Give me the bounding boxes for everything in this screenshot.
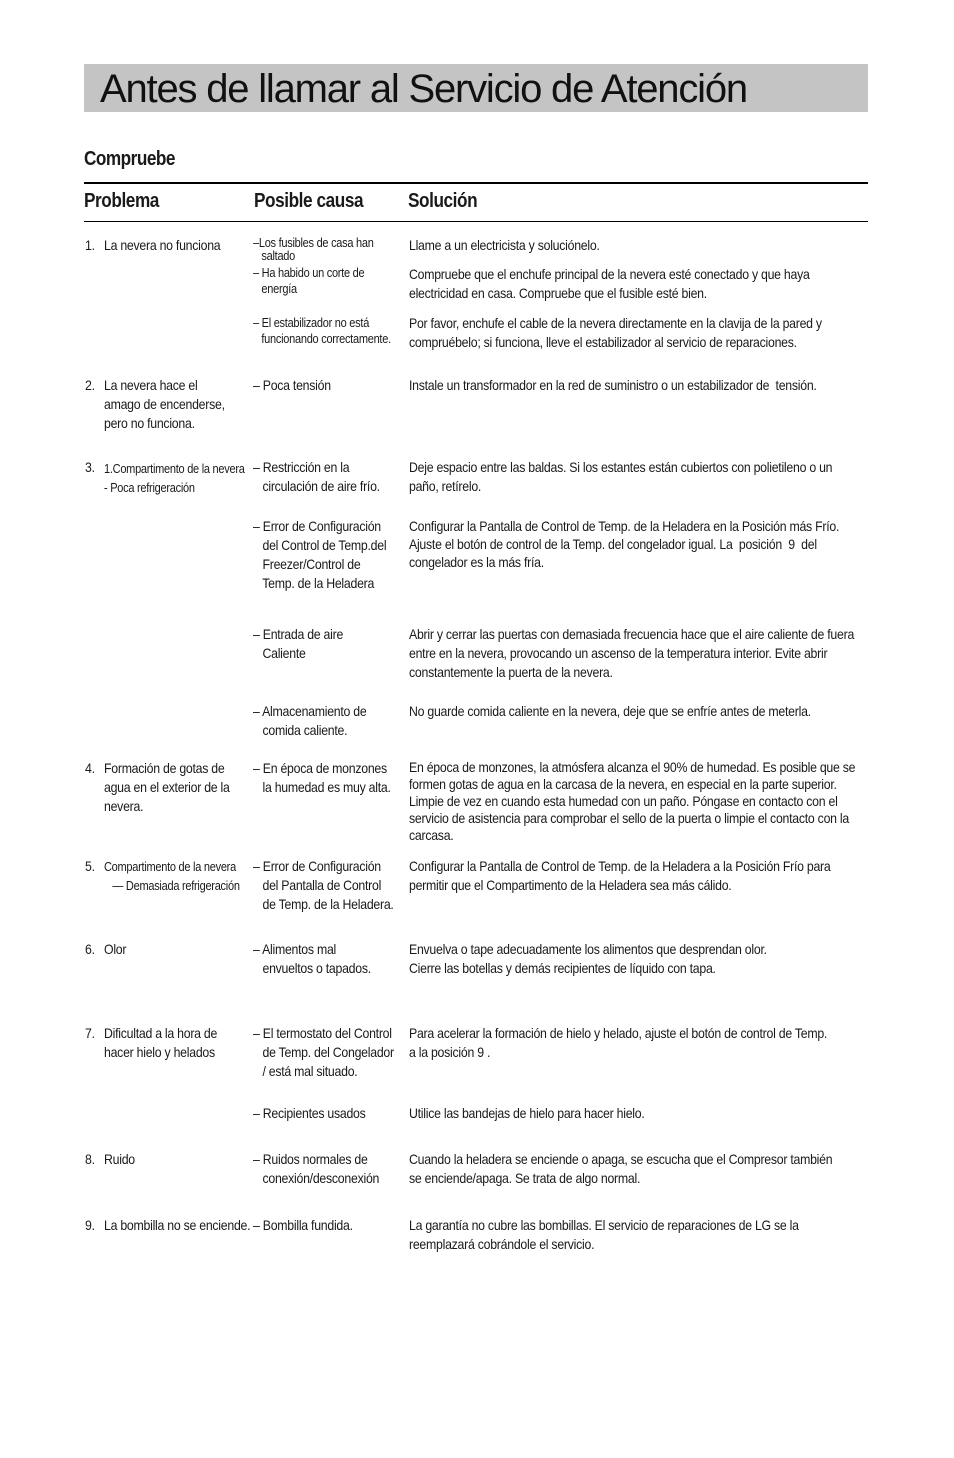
cause-text: – Ruidos normales de conexión/desconexión (253, 1151, 380, 1186)
column-header-problem: Problema (84, 190, 159, 212)
problem-text: La nevera no funciona (104, 237, 221, 253)
problem-text: Olor (104, 941, 127, 957)
row-number: 3. (85, 459, 95, 475)
row-number: 8. (85, 1151, 95, 1167)
solution-text: Deje espacio entre las baldas. Si los estantes están cubiertos con polietileno o un paño, retírelo. (409, 459, 833, 494)
row-number: 6. (85, 941, 95, 957)
problem-text: Compartimento de la nevera — Demasiada refrigeración (104, 860, 240, 893)
problem-text: Formación de gotas de agua en el exterior de la nevera. (104, 760, 230, 814)
row-number: 2. (85, 377, 95, 393)
solution-text: Configurar la Pantalla de Control de Temp. de la Heladera en la Posición más Frío. Ajuste el botón de control de la Temp. del congelador igual. La posición 9 del congelador es la más fría. (409, 518, 840, 570)
column-header-solution: Solución (408, 190, 478, 212)
cause-text: –Los fusibles de casa han saltado (253, 236, 374, 263)
page-title: Antes de llamar al Servicio de Atención (100, 67, 747, 111)
cause-text: – El estabilizador no está funcionando correctamente. (253, 316, 391, 346)
row-number: 9. (85, 1217, 95, 1233)
row-number: 1. (85, 237, 95, 253)
table-header-rule (84, 221, 868, 222)
solution-text: Cuando la heladera se enciende o apaga, se escucha que el Compresor también se enciende/apaga. Se trata de algo normal. (409, 1151, 833, 1186)
solution-text: Llame a un electricista y soluciónelo. (409, 237, 600, 253)
column-header-cause: Posible causa (254, 190, 364, 212)
cause-text: – El termostato del Control de Temp. del Congelador / está mal situado. (253, 1025, 394, 1079)
table-top-rule (84, 182, 868, 184)
row-number: 7. (85, 1025, 95, 1041)
solution-text: Instale un transformador en la red de suministro o un estabilizador de tensión. (409, 377, 817, 393)
solution-text: Compruebe que el enchufe principal de la nevera esté conectado y que haya electricidad en casa. Compruebe que el fusible esté bien. (409, 266, 810, 301)
solution-text: Configurar la Pantalla de Control de Temp. de la Heladera a la Posición Frío para permitir que el Compartimento de la Heladera sea más cálido. (409, 858, 831, 893)
row-number: 5. (85, 858, 95, 874)
cause-text: – Error de Configuración del Pantalla de Control de Temp. de la Heladera. (253, 858, 394, 912)
cause-text: – En época de monzones la humedad es muy alta. (253, 760, 391, 795)
cause-text: – Ha habido un corte de energía (253, 266, 365, 296)
cause-text: – Restricción en la circulación de aire frío. (253, 459, 380, 494)
cause-text: – Recipientes usados (253, 1105, 366, 1121)
solution-text: En época de monzones, la atmósfera alcanza el 90% de humedad. Es posible que se formen gotas de agua en la carcasa de la nevera, en especial en la parte superior. Limpie de vez en cuando esta humedad con un paño. Póngase en contacto con el servicio de asistencia para comprobar el sello de la puerta o limpie el contacto con la carcasa. (409, 759, 856, 843)
cause-text: – Error de Configuración del Control de Temp.del Freezer/Control de Temp. de la Heladera (253, 518, 387, 591)
problem-text: 1.Compartimento de la nevera - Poca refrigeración (104, 462, 245, 495)
solution-text: No guarde comida caliente en la nevera, deje que se enfríe antes de meterla. (409, 703, 811, 719)
solution-text: Por favor, enchufe el cable de la nevera directamente en la clavija de la pared y compruébelo; si funciona, lleve el estabilizador al servicio de reparaciones. (409, 315, 822, 350)
cause-text: – Bombilla fundida. (253, 1217, 353, 1233)
solution-text: Utilice las bandejas de hielo para hacer hielo. (409, 1105, 645, 1121)
section-heading: Compruebe (84, 148, 175, 170)
solution-text: Abrir y cerrar las puertas con demasiada frecuencia hace que el aire caliente de fuera entre en la nevera, provocando un ascenso de la temperatura interior. Evite abrir constantemente la puerta de la nevera. (409, 626, 855, 680)
problem-text: La bombilla no se enciende. (104, 1217, 251, 1233)
cause-text: – Entrada de aire Caliente (253, 626, 344, 661)
problem-text: Ruido (104, 1151, 135, 1167)
problem-text: Dificultad a la hora de hacer hielo y helados (104, 1025, 218, 1060)
cause-text: – Almacenamiento de comida caliente. (253, 703, 367, 738)
cause-text: – Alimentos mal envueltos o tapados. (253, 941, 371, 976)
problem-text: La nevera hace el amago de encenderse, pero no funciona. (104, 377, 225, 431)
solution-text: Para acelerar la formación de hielo y helado, ajuste el botón de control de Temp. a la posición 9 . (409, 1025, 828, 1060)
title-bar (84, 64, 868, 112)
solution-text: La garantía no cubre las bombillas. El servicio de reparaciones de LG se la reemplazará cobrándole el servicio. (409, 1217, 799, 1252)
solution-text: Envuelva o tape adecuadamente los alimentos que desprendan olor. Cierre las botellas y demás recipientes de líquido con tapa. (409, 941, 767, 976)
row-number: 4. (85, 760, 95, 776)
cause-text: – Poca tensión (253, 377, 331, 393)
